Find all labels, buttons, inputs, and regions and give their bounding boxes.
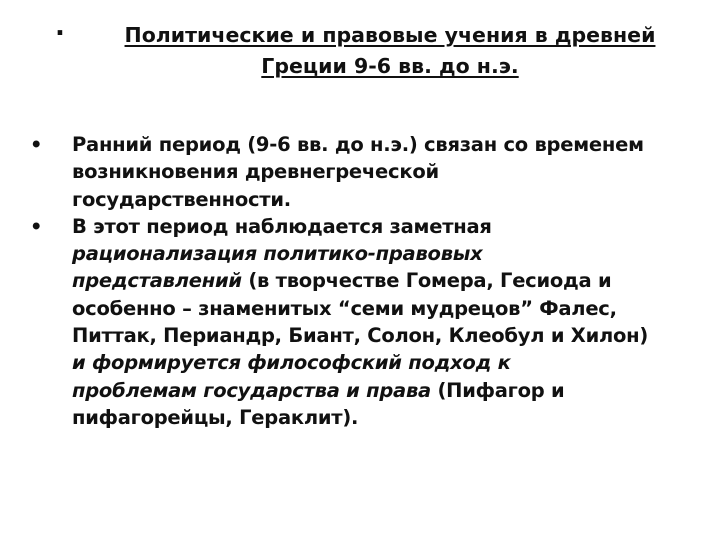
- text-run: пифагорейцы, Гераклит).: [72, 405, 359, 429]
- bullet-line: [72, 186, 700, 213]
- emphasized-text: и формируется философский подход к: [72, 351, 511, 375]
- bullet-line: [72, 213, 700, 240]
- bullet-line: [72, 349, 700, 376]
- bullet-line: [72, 404, 700, 431]
- emphasized-text: проблемам государства и права: [72, 378, 431, 402]
- emphasized-text: представлений: [72, 269, 242, 293]
- bullet-list: [30, 131, 700, 431]
- text-run: В этот период наблюдается заметная: [72, 214, 492, 238]
- bullet-line: [72, 240, 700, 267]
- slide-title-line-1: Политические и правовые учения в древней: [124, 23, 656, 47]
- text-run: (Пифагор и: [430, 378, 565, 402]
- bullet-line: [72, 267, 700, 294]
- text-run: Ранний период (9-6 вв. до н.э.) связан со временем: [72, 133, 644, 156]
- bullet-line: [72, 295, 700, 322]
- bullet-line: [72, 377, 700, 404]
- text-run: (в творчестве Гомера, Гесиода и: [241, 269, 612, 293]
- slide-title-line-2: Греции 9-6 вв. до н.э.: [261, 54, 519, 78]
- bullet-item: [30, 131, 700, 213]
- bullet-line: [72, 322, 700, 349]
- text-run: Питтак, Периандр, Биант, Солон, Клеобул и Хилон): [72, 324, 649, 348]
- text-run: особенно – знаменитых “семи мудрецов” Фалес,: [72, 296, 617, 320]
- bullet-marker: •: [30, 133, 43, 156]
- bullet-line: [72, 158, 700, 185]
- title-bullet: .: [55, 12, 65, 42]
- bullet-line: [72, 131, 700, 158]
- bullet-item: [30, 213, 700, 431]
- emphasized-text: рационализация политико-правовых: [72, 242, 483, 266]
- text-run: возникновения древнегреческой: [72, 160, 439, 184]
- slide-title: [100, 20, 680, 82]
- text-run: государственности.: [72, 187, 291, 211]
- bullet-marker: •: [30, 214, 43, 238]
